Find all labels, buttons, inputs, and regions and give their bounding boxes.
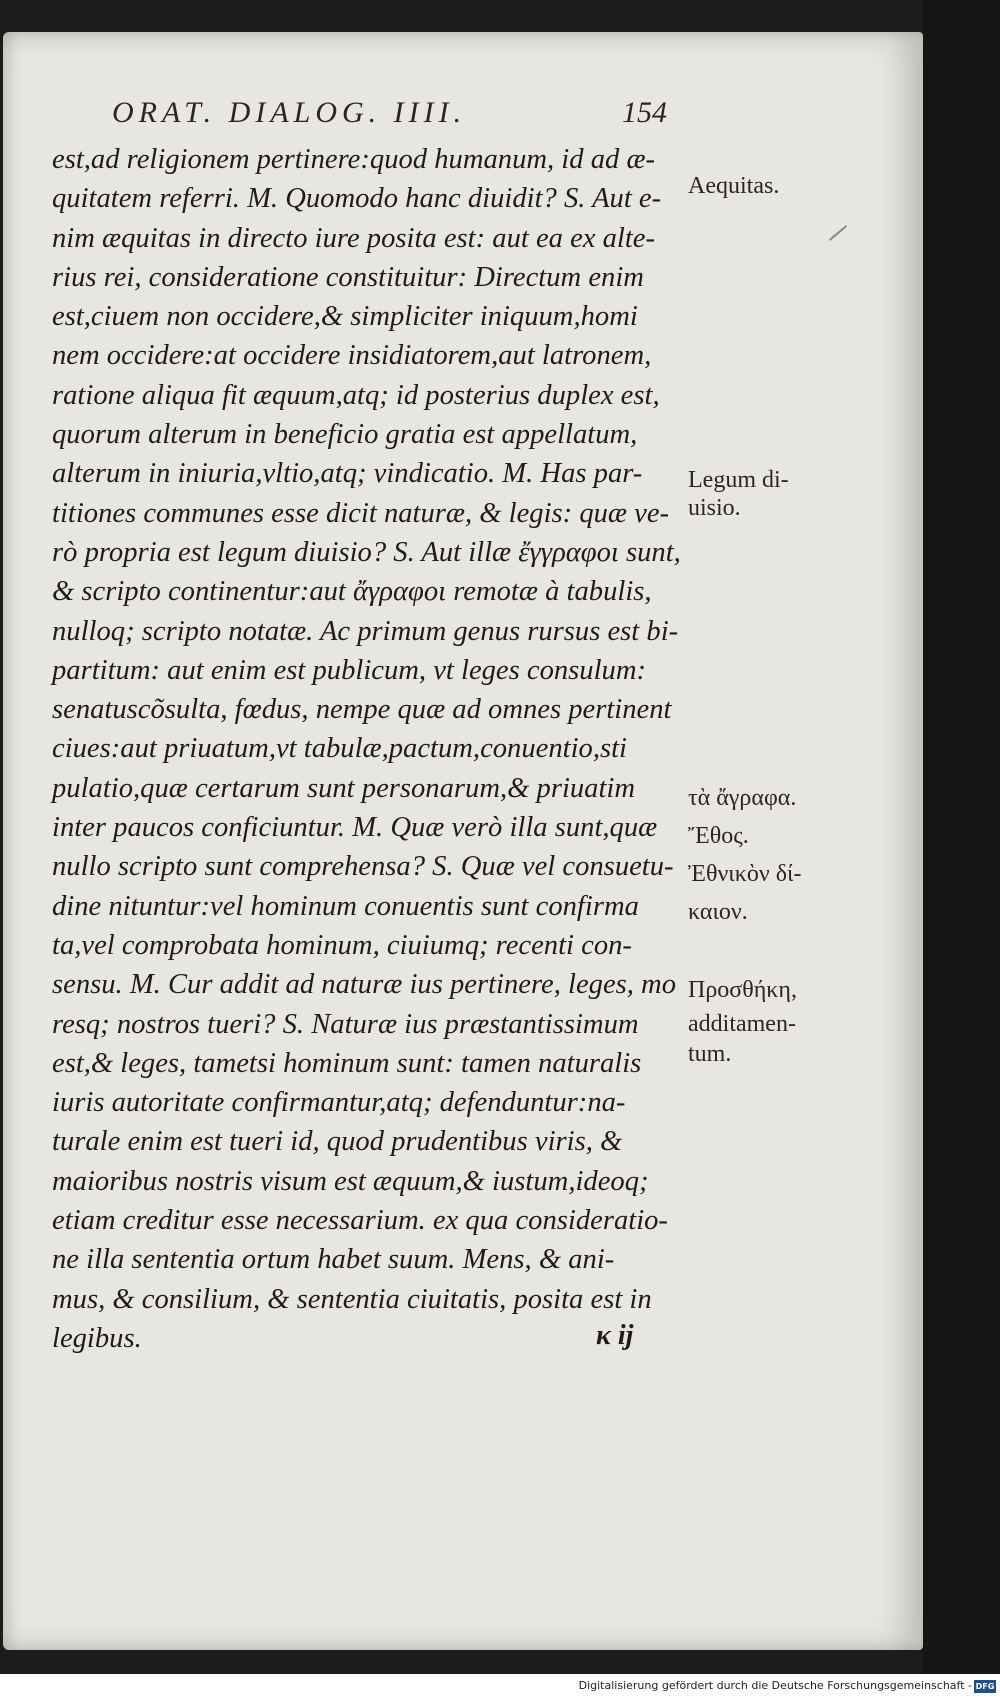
text-line: senatuscõsulta, fœdus, nempe quæ ad omnes pertinent (52, 694, 672, 726)
margin-note-prosthike: Προσθήκη, (688, 977, 797, 1003)
running-head: ORAT. DIALOG. IIII. (112, 96, 467, 129)
text-line: nullo scripto sunt comprehensa? S. Quæ vel consuetu- (52, 851, 674, 883)
text-line: ta,vel comprobata hominum, ciuiumq; recenti con- (52, 929, 632, 961)
text-line: ne illa sententia ortum habet suum. Mens, & ani- (52, 1244, 615, 1276)
text-line: resq; nostros tueri? S. Naturæ ius præstantissimum (52, 1008, 639, 1040)
margin-note-agrapha: τὰ ἄγραφα. (688, 785, 797, 811)
text-line: nulloq; scripto notatæ. Ac primum genus rursus est bi- (52, 615, 679, 647)
margin-note-ethnikon-line2: καιον. (688, 899, 748, 925)
scan-background (923, 0, 1000, 1699)
dfg-logo-icon: DFG (975, 1682, 995, 1691)
text-line: nem occidere:at occidere insidiatorem,aut latronem, (52, 340, 652, 372)
footer-credit: Digitalisierung gefördert durch die Deutsche Forschungsgemeinschaft - (578, 1679, 972, 1692)
margin-note-legum-line2: uisio. (688, 495, 741, 521)
text-line: rò propria est legum diuisio? S. Aut illæ ἔγγραφοι sunt, (52, 536, 681, 568)
text-line: est,ad religionem pertinere:quod humanum, id ad æ- (52, 144, 656, 175)
text-line: pulatio,quæ certarum sunt personarum,& priuatim (52, 772, 636, 804)
text-line: alterum in iniuria,vltio,atq; vindicatio. M. Has par- (52, 458, 643, 490)
text-line: ciues:aut priuatum,vt tabulæ,pactum,conuentio,sti (52, 733, 627, 765)
text-line: etiam creditur esse necessarium. ex qua consideratio- (52, 1205, 668, 1237)
text-line: partitum: aut enim est publicum, vt leges consulum: (52, 654, 647, 686)
text-line: legibus. (52, 1322, 142, 1354)
text-line: est,& leges, tametsi hominum sunt: tamen naturalis (52, 1047, 642, 1079)
text-line: dine nituntur:vel hominum conuentis sunt confirma (52, 890, 639, 922)
main-text (52, 140, 692, 1358)
text-line: iuris autoritate confirmantur,atq; defenduntur:na- (52, 1087, 626, 1119)
text-line: mus, & consilium, & sententia ciuitatis, posita est in (52, 1283, 652, 1315)
margin-note-additamentum-line2: tum. (688, 1041, 732, 1067)
text-line: nim æquitas in directo iure posita est: aut ea ex alte- (52, 222, 656, 254)
text-line: quorum alterum in beneficio gratia est appellatum, (52, 419, 638, 451)
text-line: turale enim est tueri id, quod prudentibus viris, & (52, 1126, 623, 1158)
text-line: sensu. M. Cur addit ad naturæ ius pertinere, leges, mo (52, 969, 677, 1001)
text-line: & scripto continentur:aut ἄγραφοι remotæ à tabulis, (52, 576, 652, 608)
text-line: est,ciuem non occidere,& simpliciter iniquum,homi (52, 301, 638, 333)
margin-note-ethos: Ἔθος. (688, 823, 749, 849)
margin-note-additamentum-line1: additamen- (688, 1011, 796, 1037)
footer-bar (0, 1674, 1000, 1699)
page-number: 154 (622, 96, 667, 129)
text-line: maioribus nostris visum est æquum,& iustum,ideoq; (52, 1165, 649, 1197)
margin-note-ethnikon-line1: Ἐθνικὸν δί- (688, 861, 802, 887)
text-line: ratione aliqua fit æquum,atq; id posterius duplex est, (52, 379, 660, 411)
text-line: quitatem referri. M. Quomodo hanc diuidit? S. Aut e- (52, 183, 662, 215)
signature-mark: κ ij (596, 1320, 634, 1351)
text-line: rius rei, consideratione constituitur: Directum enim (52, 261, 644, 293)
margin-note-aequitas: Aequitas. (688, 173, 780, 199)
text-line: inter paucos conficiuntur. M. Quæ verò illa sunt,quæ (52, 812, 658, 844)
margin-note-legum-line1: Legum di- (688, 467, 789, 493)
text-line: titiones communes esse dicit naturæ, & legis: quæ ve- (52, 497, 670, 529)
